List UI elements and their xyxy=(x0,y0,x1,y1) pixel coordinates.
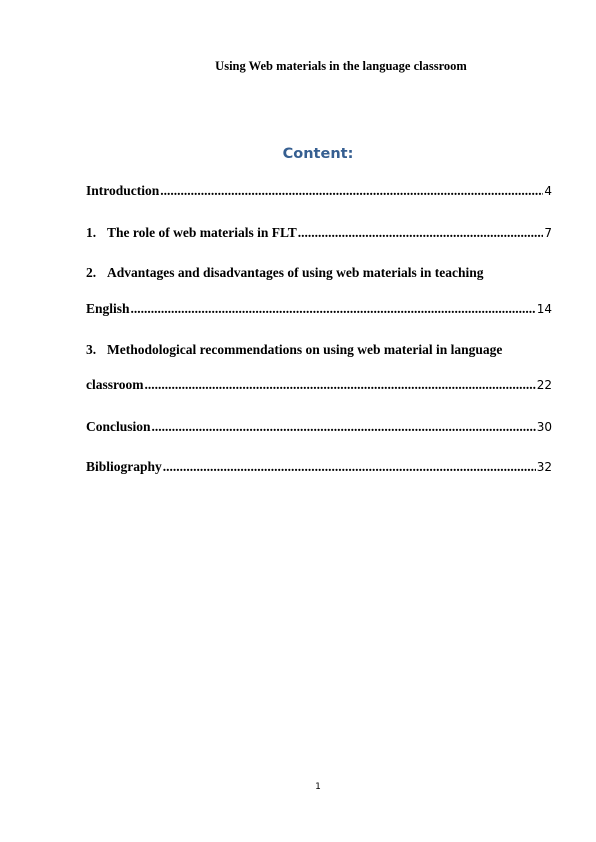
contents-heading: Content: xyxy=(282,146,354,162)
footer-page-number: 1 xyxy=(315,782,321,792)
toc-entry-label: Conclusion xyxy=(86,419,151,434)
toc-leader-dots xyxy=(298,225,544,241)
toc-page-number: 14 xyxy=(536,302,552,316)
toc-entry-methodological-line2[interactable] xyxy=(86,377,552,393)
toc-entry-methodological-line1[interactable] xyxy=(86,342,552,358)
toc-entry-role-of-web-materials[interactable] xyxy=(86,225,552,241)
toc-entry-number: 3. xyxy=(86,342,97,357)
toc-page-number: 22 xyxy=(536,378,552,392)
toc-page-number: 32 xyxy=(536,460,552,474)
toc-page-number: 30 xyxy=(536,420,552,434)
toc-entry-number: 2. xyxy=(86,265,97,280)
toc-entry-conclusion[interactable] xyxy=(86,419,552,435)
toc-entry-title: The role of web materials in FLT xyxy=(107,225,297,240)
toc-entry-title: Advantages and disadvantages of using web materials in teaching xyxy=(107,265,484,280)
toc-entry-label: Introduction xyxy=(86,183,160,198)
toc-entry-bibliography[interactable] xyxy=(86,459,552,475)
toc-entry-title: Methodological recommendations on using web material in language xyxy=(107,342,503,357)
toc-entry-label xyxy=(86,225,297,241)
toc-leader-dots xyxy=(131,301,536,317)
toc-leader-dots xyxy=(152,419,536,435)
toc-page-number: 4 xyxy=(544,184,552,198)
toc-entry-advantages-line1[interactable] xyxy=(86,265,552,281)
toc-entry-label: classroom xyxy=(86,377,144,392)
toc-entry-introduction[interactable] xyxy=(86,183,552,199)
toc-leader-dots xyxy=(160,183,543,199)
running-header: Using Web materials in the language classroom xyxy=(215,59,467,73)
toc-entry-number: 1. xyxy=(86,225,97,240)
toc-leader-dots xyxy=(145,377,536,393)
toc-page-number: 7 xyxy=(544,226,552,240)
toc-leader-dots xyxy=(163,459,536,475)
toc-entry-label: English xyxy=(86,301,130,316)
toc-entry-label: Bibliography xyxy=(86,459,162,474)
toc-entry-advantages-line2[interactable] xyxy=(86,301,552,317)
